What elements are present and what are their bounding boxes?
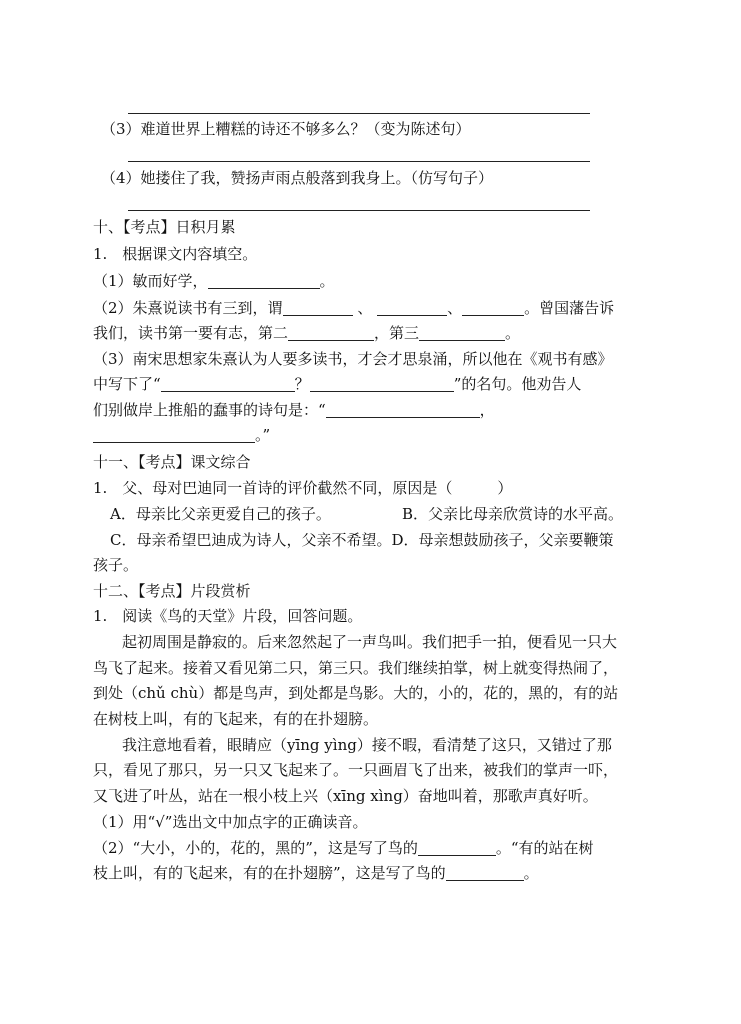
blank [288,324,374,341]
text: 。“有的站在树 [495,839,594,857]
passage-line: 到处（chǔ chù）都是鸟声，到处都是鸟影。大的，小的，花的，黑的，有的站 [93,684,619,702]
text: ”的名句。他劝告人 [453,375,582,393]
answer-line [128,113,590,114]
text: 、 [357,299,373,317]
passage-line: 只，看见了那只，另一只又飞起来了。一只画眉飞了出来，被我们的掌声一吓， [93,761,619,779]
text: 我们，读书第一要有志，第二 [93,324,289,342]
passage-line: 鸟飞了起来。接着又看见第二只，第三只。我们继续拍掌，树上就变得热闹了， [93,659,619,677]
sub-question-2 [93,837,594,859]
blank [419,324,505,341]
fill-10-2-cont [93,322,520,344]
fill-10-3-cont2 [93,399,495,421]
text: ？ [294,375,310,393]
section-11-heading: 十一、【考点】课文综合 [93,453,251,471]
text: （1）敏而好学， [93,272,208,290]
text: （2）“大小，小的，花的，黑的”，这是写了鸟的 [93,839,418,857]
blank [283,299,353,316]
option-c-d: C．母亲希望巴迪成为诗人，父亲不希望。D．母亲想鼓励孩子，父亲要鞭策 [110,531,614,549]
passage-line: 起初周围是静寂的。后来忽然起了一声鸟叫。我们把手一拍，便看见一只大 [122,633,618,651]
option-a: A．母亲比父亲更爱自己的孩子。 [110,505,331,523]
text: 。 [523,864,539,882]
option-d-cont: 孩子。 [93,556,139,574]
text: 。曾国藩告诉 [524,299,615,317]
text: 、 [447,299,463,317]
sub-question-2-cont [93,862,539,884]
section-12-heading: 十二、【考点】片段赏析 [93,582,251,600]
text: 们别做岸上推船的蠢事的诗句是：“ [93,401,326,419]
answer-line [128,210,590,211]
blank [446,864,524,881]
fill-10-3: （3）南宋思想家朱熹认为人要多读书，才会才思泉涌，所以他在《观书有感》 [93,350,613,368]
passage-line: 在树枝上叫，有的飞起来，有的在扑翅膀。 [93,710,379,728]
blank [462,299,524,316]
text: 。 [505,324,521,342]
question-9-3: （3）难道世界上糟糕的诗还不够多么？（变为陈述句） [101,120,471,138]
passage-line: 我注意地看着，眼睛应（yīng yìng）接不暇，看清楚了这只，又错过了那 [122,736,612,754]
option-b: B．父亲比母亲欣赏诗的水平高。 [402,505,624,523]
blank [377,299,447,316]
blank [208,272,320,289]
blank [310,375,454,392]
passage-line: 又飞进了叶丛，站在一根小枝上兴（xīng xìng）奋地叫着，那歌声真好听。 [93,787,598,805]
question-12-1: 1. 阅读《鸟的天堂》片段，回答问题。 [93,607,363,625]
blank [418,839,496,856]
text: 。” [255,426,271,444]
text: ，第三 [374,324,420,342]
text: ， [479,401,495,419]
answer-line [128,161,590,162]
blank [93,426,255,443]
blank [161,375,295,392]
text: 。 [319,272,335,290]
blank [326,401,480,418]
fill-10-3-cont [93,373,581,395]
question-11-1: 1. 父、母对巴迪同一首诗的评价截然不同，原因是（ ） [93,479,513,497]
fill-10-1 [93,270,335,292]
text: 枝上叫，有的飞起来，有的在扑翅膀”，这是写了鸟的 [93,864,446,882]
text: （2）朱熹说读书有三到，谓 [93,299,283,317]
fill-10-2 [93,297,614,319]
text: 中写下了“ [93,375,161,393]
section-10-heading: 十、【考点】日积月累 [93,218,236,236]
fill-10-3-cont3 [93,424,270,446]
question-9-4: （4）她搂住了我，赞扬声雨点般落到我身上。（仿写句子） [101,169,494,187]
sub-question-1: （1）用“√”选出文中加点字的正确读音。 [93,813,368,831]
question-10-1: 1. 根据课文内容填空。 [93,245,258,263]
